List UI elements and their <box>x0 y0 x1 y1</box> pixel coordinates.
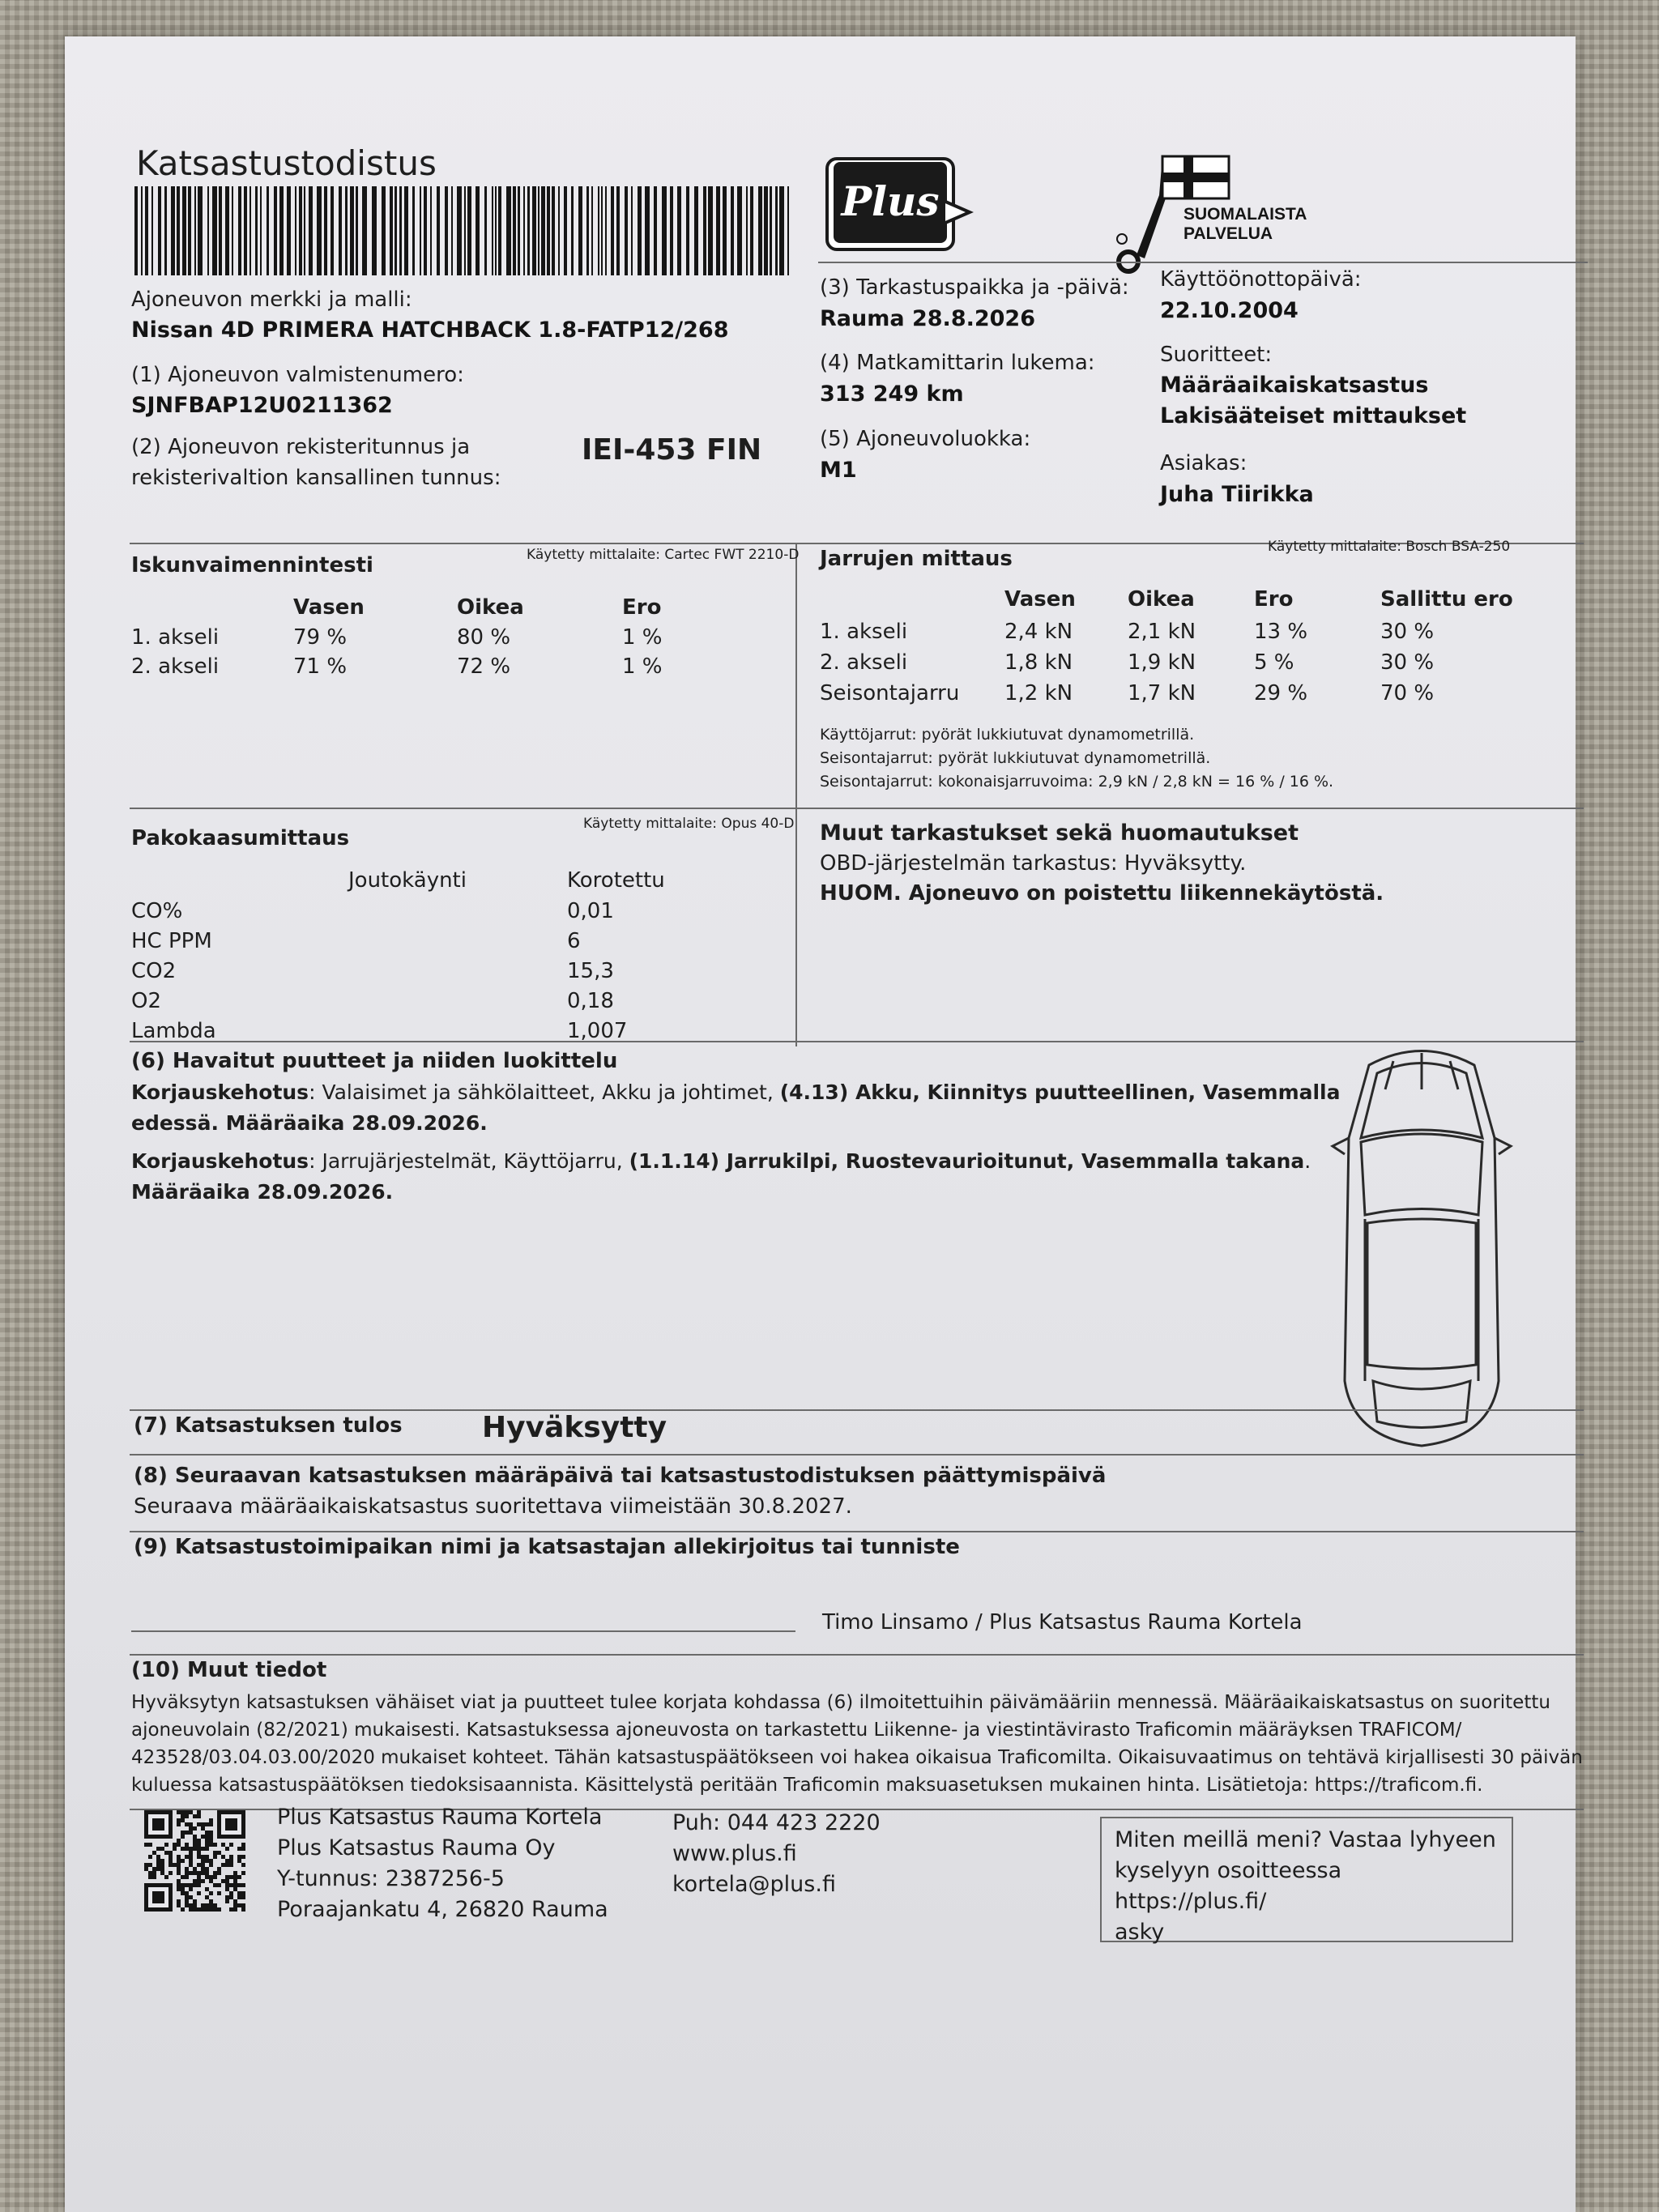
odometer-label: (4) Matkamittarin lukema: <box>820 351 1095 375</box>
shock-row-label: 1. akseli <box>131 625 220 650</box>
business-id: Y-tunnus: 2387256-5 <box>277 1866 505 1891</box>
inspection-place: Rauma 28.8.2026 <box>820 306 1036 331</box>
company-legal-name: Plus Katsastus Rauma Oy <box>277 1835 556 1860</box>
vin: SJNFBAP12U0211362 <box>131 393 393 418</box>
exhaust-row-raised: 1,007 <box>567 1019 628 1043</box>
exhaust-header-idle: Joutokäynti <box>348 868 467 893</box>
shock-test-title: Iskunvaimennintesti <box>131 553 373 578</box>
result-label: (7) Katsastuksen tulos <box>134 1413 403 1438</box>
inspection-place-label: (3) Tarkastuspaikka ja -päivä: <box>820 275 1129 300</box>
shock-row-label: 2. akseli <box>131 654 220 679</box>
plus-logo <box>822 121 1000 259</box>
shock-row-diff: 1 % <box>622 625 663 650</box>
exhaust-row-label: CO% <box>131 899 183 923</box>
barcode <box>134 186 799 275</box>
vehicle-class-label: (5) Ajoneuvoluokka: <box>820 427 1031 451</box>
make-model-label: Ajoneuvon merkki ja malli: <box>131 288 412 312</box>
result-value: Hyväksytty <box>482 1411 667 1444</box>
brake-row-label: 1. akseli <box>820 620 908 644</box>
exhaust-row-raised: 6 <box>567 929 581 953</box>
defect-kind: Korjauskehotus <box>131 1149 309 1173</box>
registration-number: IEI-453 FIN <box>582 433 762 467</box>
svg-text:Plus: Plus <box>841 177 940 225</box>
inspection-certificate <box>65 36 1583 2212</box>
qr-code <box>144 1810 249 1912</box>
company-name: Plus Katsastus Rauma Kortela <box>277 1805 603 1830</box>
brake-note: Seisontajarrut: pyörät lukkiutuvat dynamometrillä. <box>820 749 1211 767</box>
brake-row-label: Seisontajarru <box>820 681 960 705</box>
brake-note: Käyttöjarrut: pyörät lukkiutuvat dynamometrillä. <box>820 726 1195 744</box>
performed-2: Lakisääteiset mittaukset <box>1160 403 1467 428</box>
reg-label-1: (2) Ajoneuvon rekisteritunnus ja <box>131 435 471 459</box>
shock-row-left: 71 % <box>293 654 348 679</box>
brake-test-title: Jarrujen mittaus <box>820 547 1013 571</box>
exhaust-row-label: CO2 <box>131 959 177 983</box>
survey-line[interactable]: asky <box>1115 1920 1165 1945</box>
shock-test-device: Käytetty mittalaite: Cartec FWT 2210-D <box>527 547 800 563</box>
obd-check: OBD-järjestelmän tarkastus: Hyväksytty. <box>820 851 1247 876</box>
shock-header-left: Vasen <box>293 595 365 620</box>
customer-label: Asiakas: <box>1160 451 1247 475</box>
defects-title: (6) Havaitut puutteet ja niiden luokittelu <box>131 1049 618 1073</box>
brake-row-diff: 29 % <box>1254 681 1308 705</box>
deregistered-note: HUOM. Ajoneuvo on poistettu liikennekäytöstä. <box>820 881 1384 906</box>
brake-header-left: Vasen <box>1004 587 1076 612</box>
defect-system: : Valaisimet ja sähkölaitteet, Akku ja johtimet, <box>309 1080 780 1104</box>
exhaust-row-raised: 15,3 <box>567 959 614 983</box>
defect-detail: (4.13) Akku, Kiinnitys puutteellinen, Vasemmalla edessä. Määräaika 28.09.2026. <box>131 1080 1341 1135</box>
brake-row-left: 1,2 kN <box>1004 681 1073 705</box>
brake-row-allowed: 30 % <box>1380 620 1435 644</box>
brake-row-allowed: 30 % <box>1380 650 1435 675</box>
brake-row-allowed: 70 % <box>1380 681 1435 705</box>
svg-text:PALVELUA: PALVELUA <box>1183 224 1273 243</box>
brake-row-left: 2,4 kN <box>1004 620 1073 644</box>
company-address: Poraajankatu 4, 26820 Rauma <box>277 1897 608 1922</box>
defect-detail: (1.1.14) Jarrukilpi, Ruostevaurioitunut, Vasemmalla takana <box>629 1149 1305 1173</box>
email-link[interactable]: kortela@plus.fi <box>672 1872 836 1897</box>
next-inspection-text: Seuraava määräaikaiskatsastus suoritettava viimeistään 30.8.2027. <box>134 1494 852 1519</box>
survey-box <box>1100 1817 1513 1945</box>
brake-header-right: Oikea <box>1128 587 1195 612</box>
exhaust-test-device: Käytetty mittalaite: Opus 40-D <box>583 816 795 832</box>
phone: Puh: 044 423 2220 <box>672 1810 881 1835</box>
defect-item <box>131 1077 1363 1139</box>
next-inspection-title: (8) Seuraavan katsastuksen määräpäivä tai katsastustodistuksen päättymispäivä <box>134 1464 1107 1488</box>
exhaust-header-raised: Korotettu <box>567 868 665 893</box>
defect-deadline: Määräaika 28.09.2026. <box>131 1180 394 1204</box>
exhaust-row-label: HC PPM <box>131 929 212 953</box>
misc-line: Hyväksytyn katsastuksen vähäiset viat ja puutteet tulee korjata kohdassa (6) ilmoitettuihin päivämääriin mennessä. Määräaikaiskatsastus on suoritettu <box>131 1692 1550 1713</box>
performed-1: Määräaikaiskatsastus <box>1160 373 1429 398</box>
misc-text <box>131 1689 1589 1799</box>
performed-label: Suoritteet: <box>1160 343 1273 367</box>
inspector-signature: Timo Linsamo / Plus Katsastus Rauma Kortela <box>822 1610 1303 1634</box>
first-use-label: Käyttöönottopäivä: <box>1160 267 1362 292</box>
misc-title: (10) Muut tiedot <box>131 1658 327 1682</box>
brake-row-diff: 13 % <box>1254 620 1308 644</box>
brake-header-diff: Ero <box>1254 587 1294 612</box>
brake-note: Seisontajarrut: kokonaisjarruvoima: 2,9 kN / 2,8 kN = 16 % / 16 %. <box>820 773 1334 791</box>
first-use-date: 22.10.2004 <box>1160 298 1299 323</box>
brake-row-left: 1,8 kN <box>1004 650 1073 675</box>
shock-row-diff: 1 % <box>622 654 663 679</box>
exhaust-row-raised: 0,18 <box>567 989 614 1013</box>
document-title: Katsastustodistus <box>136 143 437 183</box>
defect-item: Korjauskehotus: Jarrujärjestelmät, Käyttöjarru, (1.1.14) Jarrukilpi, Ruostevaurioitunut, Vasemmalla takana. Määräaika 28.09.2026. <box>131 1149 1311 1204</box>
survey-line[interactable]: kyselyyn osoitteessa https://plus.fi/ <box>1115 1858 1342 1914</box>
shock-row-left: 79 % <box>293 625 348 650</box>
exhaust-test-title: Pakokaasumittaus <box>131 826 350 850</box>
survey-line: Miten meillä meni? Vastaa lyhyeen <box>1115 1827 1496 1852</box>
odometer: 313 249 km <box>820 381 964 407</box>
other-checks-title: Muut tarkastukset sekä huomautukset <box>820 820 1299 846</box>
defect-system: : Jarrujärjestelmät, Käyttöjarru, <box>309 1149 629 1173</box>
misc-line: 423528/03.04.03.00/2020 mukaiset kohteet. Tähän katsastuspäätökseen voi hakea oikaisua Traficomilta. Oikaisuvaatimus on tehtävä kirjallisesti 30 päivän <box>131 1747 1583 1768</box>
brake-row-right: 1,7 kN <box>1128 681 1196 705</box>
shock-header-right: Oikea <box>457 595 524 620</box>
reg-label-2: rekisterivaltion kansallinen tunnus: <box>131 466 501 490</box>
brake-row-label: 2. akseli <box>820 650 908 675</box>
brake-row-right: 1,9 kN <box>1128 650 1196 675</box>
website-link[interactable]: www.plus.fi <box>672 1841 797 1866</box>
signature-title: (9) Katsastustoimipaikan nimi ja katsastajan allekirjoitus tai tunniste <box>134 1535 960 1559</box>
brake-notes <box>820 723 1333 794</box>
defect-kind: Korjauskehotus <box>131 1080 309 1104</box>
brake-test-device: Käytetty mittalaite: Bosch BSA-250 <box>1268 539 1511 555</box>
make-model: Nissan 4D PRIMERA HATCHBACK 1.8-FATP12/268 <box>131 318 729 343</box>
brake-row-right: 2,1 kN <box>1128 620 1196 644</box>
company-info <box>277 1802 608 1925</box>
contact-info <box>672 1808 881 1900</box>
misc-line: kuluessa katsastuspäätöksen tiedoksisaannista. Käsittelystä peritään Traficomin maksuasetuksen mukainen hinta. Lisätietoja: https://traficom.fi. <box>131 1775 1483 1796</box>
svg-text:SUOMALAISTA: SUOMALAISTA <box>1183 205 1307 224</box>
shock-row-right: 72 % <box>457 654 511 679</box>
vin-label: (1) Ajoneuvon valmistenumero: <box>131 363 464 387</box>
shock-header-diff: Ero <box>622 595 662 620</box>
exhaust-row-raised: 0,01 <box>567 899 614 923</box>
misc-line: ajoneuvolain (82/2021) mukaisesti. Katsastuksessa ajoneuvosta on tarkastettu Liikenne- ja viestintävirasto Traficomin määräyksen TRAFICOM/ <box>131 1720 1462 1741</box>
brake-row-diff: 5 % <box>1254 650 1294 675</box>
car-top-view-diagram <box>1328 1041 1515 1462</box>
vehicle-class: M1 <box>820 458 857 483</box>
shock-row-right: 80 % <box>457 625 511 650</box>
customer-name: Juha Tiirikka <box>1160 482 1314 507</box>
exhaust-row-label: Lambda <box>131 1019 216 1043</box>
exhaust-row-label: O2 <box>131 989 162 1013</box>
brake-header-allowed: Sallittu ero <box>1380 587 1513 612</box>
